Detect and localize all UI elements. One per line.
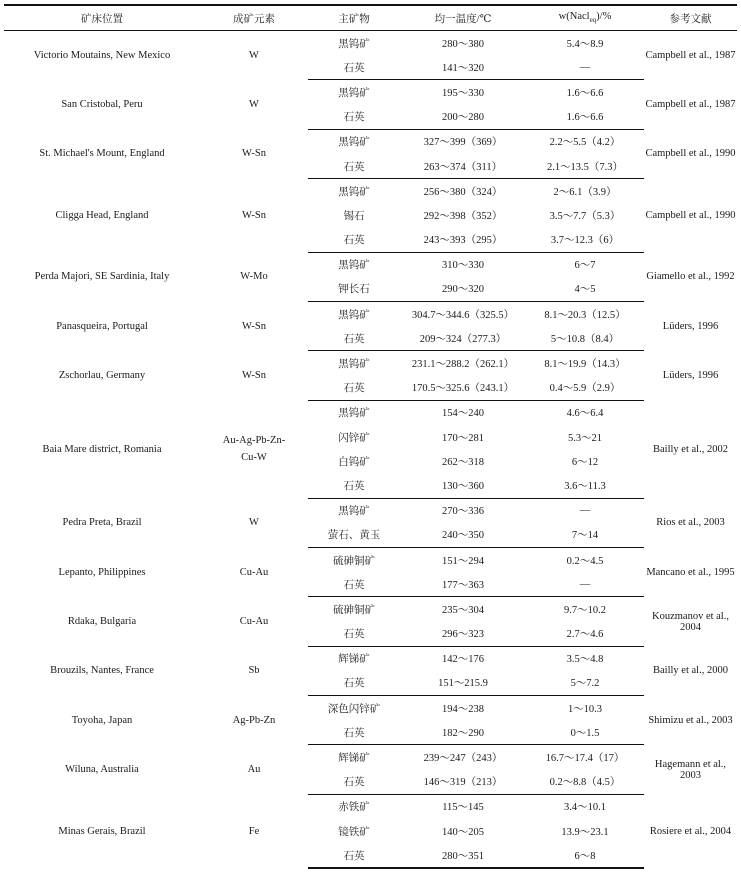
- header-salinity-sub: eq: [589, 16, 597, 25]
- ore-elements: [200, 547, 308, 596]
- homogenization-temperature: 327～399（369）: [423, 137, 503, 149]
- main-mineral: 石英: [308, 55, 400, 80]
- homogenization-temperature: 256～380（324）: [423, 186, 503, 198]
- ore-elements-text: W-Sn: [242, 148, 266, 160]
- table-row: [4, 31, 737, 56]
- homogenization-temperature: 231.1～288.2（262.1）: [411, 359, 515, 371]
- ore-elements: [200, 129, 308, 178]
- homogenization-temperature: 296～323: [400, 622, 526, 647]
- main-mineral: 萤石、黄玉: [308, 523, 400, 548]
- homogenization-temperature: 170～281: [442, 432, 484, 444]
- reference: Shimizu et al., 2003: [648, 714, 733, 726]
- header-reference: 参考文献: [644, 5, 737, 31]
- header-mineral: 主矿物: [308, 5, 400, 31]
- deposit-location: Baia Mare district, Romania: [42, 443, 162, 455]
- main-mineral: 石英: [308, 671, 400, 696]
- salinity: 3.6～11.3: [526, 473, 644, 498]
- main-mineral: 黑钨矿: [338, 87, 370, 99]
- header-salinity-prefix: w(Nacl: [558, 11, 590, 23]
- salinity: 4～5: [526, 277, 644, 302]
- fluid-inclusion-table: [4, 4, 737, 869]
- deposit-location: Brouzils, Nantes, France: [50, 665, 154, 677]
- ore-elements-text: Cu-Au: [239, 566, 269, 578]
- homogenization-temperature: 154～240: [442, 408, 484, 420]
- salinity: 3.4～10.1: [564, 802, 606, 814]
- ore-elements: [200, 302, 308, 351]
- table-row: [4, 597, 737, 622]
- deposit-location: Pedra Preta, Brazil: [62, 517, 142, 529]
- salinity: 3.7～12.3（6）: [526, 228, 644, 253]
- header-temperature: 均一温度/℃: [400, 5, 526, 31]
- ore-elements-text: Sb: [248, 665, 260, 677]
- header-location: 矿床位置: [4, 5, 200, 31]
- homogenization-temperature: 146～319（213）: [400, 770, 526, 795]
- salinity: 7～14: [526, 523, 644, 548]
- salinity: 5.3～21: [567, 432, 603, 444]
- salinity: 2.7～4.6: [526, 622, 644, 647]
- main-mineral: 石英: [308, 376, 400, 401]
- ore-elements: [200, 794, 308, 868]
- reference: Campbell et al., 1987: [645, 49, 736, 61]
- ore-elements: [200, 179, 308, 253]
- ore-elements-text: Au-Ag-Pb-Zn-: [222, 435, 286, 447]
- homogenization-temperature: 177～363: [400, 572, 526, 597]
- header-salinity-suffix: )/%: [596, 11, 612, 23]
- ore-elements-text: W: [249, 49, 259, 61]
- homogenization-temperature: 262～318: [442, 456, 484, 468]
- ore-elements-text: Ag-Pb-Zn: [232, 714, 276, 726]
- deposit-location: Zschorlau, Germany: [58, 370, 146, 382]
- salinity: 9.7～10.2: [564, 604, 606, 616]
- ore-elements-text: W-Mo: [240, 271, 268, 283]
- deposit-location: Lepanto, Philippines: [58, 566, 146, 578]
- homogenization-temperature: 235～304: [442, 604, 484, 616]
- salinity: 6～8: [526, 843, 644, 868]
- salinity: 8.1～19.9（14.3）: [544, 359, 626, 371]
- homogenization-temperature: 304.7～344.6（325.5）: [411, 309, 515, 321]
- table-row: [4, 794, 737, 819]
- homogenization-temperature: 270～336: [442, 506, 484, 518]
- main-mineral: 石英: [308, 228, 400, 253]
- main-mineral: 闪锌矿: [338, 432, 370, 444]
- homogenization-temperature: 310～330: [442, 260, 484, 272]
- salinity: 6～7: [574, 260, 596, 272]
- salinity: 2.2～5.5（4.2）: [549, 137, 621, 149]
- ore-elements: [200, 351, 308, 400]
- main-mineral: 黑钨矿: [338, 186, 370, 198]
- table-row: [4, 745, 737, 770]
- main-mineral: 黑钨矿: [338, 137, 370, 149]
- homogenization-temperature: 280～351: [400, 843, 526, 868]
- table-row: [4, 646, 737, 671]
- main-mineral: 石英: [308, 105, 400, 130]
- main-mineral: 钾长石: [308, 277, 400, 302]
- main-mineral: 石英: [308, 843, 400, 868]
- reference: Mancano et al., 1995: [646, 566, 735, 578]
- deposit-location: San Cristobal, Peru: [61, 99, 143, 111]
- main-mineral: 赤铁矿: [338, 802, 370, 814]
- main-mineral: 石英: [308, 326, 400, 351]
- salinity: 0～1.5: [526, 720, 644, 745]
- reference: Campbell et al., 1990: [645, 209, 736, 221]
- table-row: [4, 129, 737, 154]
- ore-elements-text: W-Sn: [242, 209, 266, 221]
- homogenization-temperature: 239～247（243）: [423, 753, 503, 765]
- ore-elements: [200, 400, 308, 498]
- homogenization-temperature: 280～380: [442, 38, 484, 50]
- homogenization-temperature: 170.5～325.6（243.1）: [400, 376, 526, 401]
- salinity: 0.2～8.8（4.5）: [526, 770, 644, 795]
- salinity: 6～12: [571, 456, 599, 468]
- salinity: 8.1～20.3（12.5）: [544, 309, 626, 321]
- ore-elements-text: Au: [247, 764, 261, 776]
- reference: Campbell et al., 1987: [645, 99, 736, 111]
- ore-elements: [200, 646, 308, 695]
- ore-elements-text: W-Sn: [242, 320, 266, 332]
- salinity: 5～10.8（8.4）: [526, 326, 644, 351]
- salinity: 5.4～8.9: [566, 38, 604, 50]
- main-mineral: 石英: [308, 473, 400, 498]
- table-row: [4, 252, 737, 277]
- deposit-location: Victorio Moutains, New Mexico: [33, 49, 171, 61]
- homogenization-temperature: 182～290: [400, 720, 526, 745]
- deposit-location: Rdaka, Bulgaria: [67, 616, 137, 627]
- table-row: [4, 351, 737, 376]
- salinity: 0.4～5.9（2.9）: [526, 376, 644, 401]
- main-mineral: 辉锑矿: [338, 654, 370, 666]
- main-mineral: 石英: [308, 622, 400, 647]
- salinity: 0.2～4.5: [566, 555, 604, 567]
- table-row: [4, 179, 737, 204]
- homogenization-temperature: 142～176: [442, 654, 484, 666]
- main-mineral: 石英: [308, 572, 400, 597]
- homogenization-temperature: 115～145: [442, 802, 484, 814]
- ore-elements: [200, 31, 308, 80]
- ore-elements: [200, 80, 308, 129]
- main-mineral: 硫砷铜矿: [333, 604, 375, 616]
- homogenization-temperature: 240～350: [400, 523, 526, 548]
- reference: Rosiere et al., 2004: [649, 825, 732, 837]
- ore-elements: [200, 252, 308, 301]
- reference: Giamello et al., 1992: [646, 271, 735, 283]
- ore-elements: [200, 597, 308, 646]
- homogenization-temperature: 209～324（277.3）: [400, 326, 526, 351]
- reference: Lüders, 1996: [662, 370, 719, 382]
- main-mineral: 深色闪锌矿: [327, 703, 381, 715]
- salinity: —: [526, 572, 644, 597]
- main-mineral: 黑钨矿: [338, 408, 370, 420]
- deposit-location: Wiluna, Australia: [65, 764, 139, 776]
- salinity: —: [579, 505, 591, 517]
- header-elements: 成矿元素: [200, 5, 308, 31]
- ore-elements-text-line2: Cu-W: [241, 452, 267, 464]
- reference: Hagemann et al., 2003: [654, 758, 727, 781]
- reference: Kouzmanov et al., 2004: [652, 610, 729, 633]
- salinity: 5～7.2: [526, 671, 644, 696]
- ore-elements-text: Fe: [248, 825, 260, 837]
- main-mineral: 锡石: [343, 210, 365, 222]
- reference: Rios et al., 2003: [656, 517, 725, 529]
- reference: Bailly et al., 2002: [653, 443, 728, 455]
- table-body: [4, 31, 737, 869]
- homogenization-temperature: 290～320: [400, 277, 526, 302]
- deposit-location: Toyoha, Japan: [71, 714, 133, 726]
- salinity: 1.6～6.6: [526, 105, 644, 130]
- table-row: [4, 302, 737, 327]
- homogenization-temperature: 151～294: [442, 555, 484, 567]
- deposit-location: St. Michael's Mount, England: [39, 148, 165, 160]
- reference: Campbell et al., 1990: [645, 148, 736, 160]
- ore-elements-text: Cu-Au: [239, 616, 269, 627]
- homogenization-temperature: 263～374（311）: [400, 154, 526, 179]
- salinity: 13.9～23.1: [561, 826, 609, 838]
- salinity: 4.6～6.4: [566, 408, 604, 420]
- table-row: [4, 400, 737, 425]
- main-mineral: 黑钨矿: [338, 38, 370, 50]
- salinity: 3.5～7.7（5.3）: [549, 210, 621, 222]
- ore-elements: [200, 696, 308, 745]
- salinity: 16.7～17.4（17）: [545, 753, 625, 765]
- main-mineral: 黑钨矿: [338, 359, 370, 371]
- main-mineral: 硫砷铜矿: [333, 555, 375, 567]
- table-row: [4, 498, 737, 523]
- main-mineral: 辉锑矿: [338, 753, 370, 765]
- salinity: —: [526, 55, 644, 80]
- main-mineral: 黑钨矿: [338, 309, 370, 321]
- salinity: 1.6～6.6: [566, 87, 604, 99]
- ore-elements: [200, 498, 308, 547]
- salinity: 2～6.1（3.9）: [553, 186, 617, 198]
- homogenization-temperature: 292～398（352）: [423, 210, 503, 222]
- deposit-location: Minas Gerais, Brazil: [58, 825, 146, 837]
- homogenization-temperature: 141～320: [400, 55, 526, 80]
- main-mineral: 黑钨矿: [338, 260, 370, 272]
- main-mineral: 白钨矿: [338, 456, 370, 468]
- deposit-location: Cligga Head, England: [55, 209, 149, 221]
- deposit-location: Panasqueira, Portugal: [56, 320, 148, 332]
- table-row: [4, 696, 737, 721]
- reference: Lüders, 1996: [662, 320, 719, 332]
- main-mineral: 石英: [308, 770, 400, 795]
- homogenization-temperature: 151～215.9: [400, 671, 526, 696]
- table-row: [4, 80, 737, 105]
- homogenization-temperature: 195～330: [442, 87, 484, 99]
- salinity: 2.1～13.5（7.3）: [526, 154, 644, 179]
- ore-elements-text: W-Sn: [242, 370, 266, 382]
- reference: Bailly et al., 2000: [653, 665, 728, 677]
- salinity: 1～10.3: [567, 703, 603, 715]
- header-salinity: [526, 5, 644, 31]
- main-mineral: 镜铁矿: [338, 826, 370, 838]
- main-mineral: 石英: [308, 720, 400, 745]
- homogenization-temperature: 200～280: [400, 105, 526, 130]
- ore-elements: [200, 745, 308, 794]
- homogenization-temperature: 130～360: [400, 473, 526, 498]
- ore-elements-text: W: [249, 99, 259, 111]
- table-row: [4, 547, 737, 572]
- homogenization-temperature: 243～393（295）: [400, 228, 526, 253]
- main-mineral: 石英: [308, 154, 400, 179]
- salinity: 3.5～4.8: [566, 654, 604, 666]
- homogenization-temperature: 140～205: [442, 826, 484, 838]
- header-row: [4, 5, 737, 31]
- ore-elements-text: W: [249, 517, 259, 529]
- deposit-location: Perda Majori, SE Sardinia, Italy: [34, 271, 170, 283]
- main-mineral: 黑钨矿: [338, 506, 370, 518]
- homogenization-temperature: 194～238: [442, 703, 484, 715]
